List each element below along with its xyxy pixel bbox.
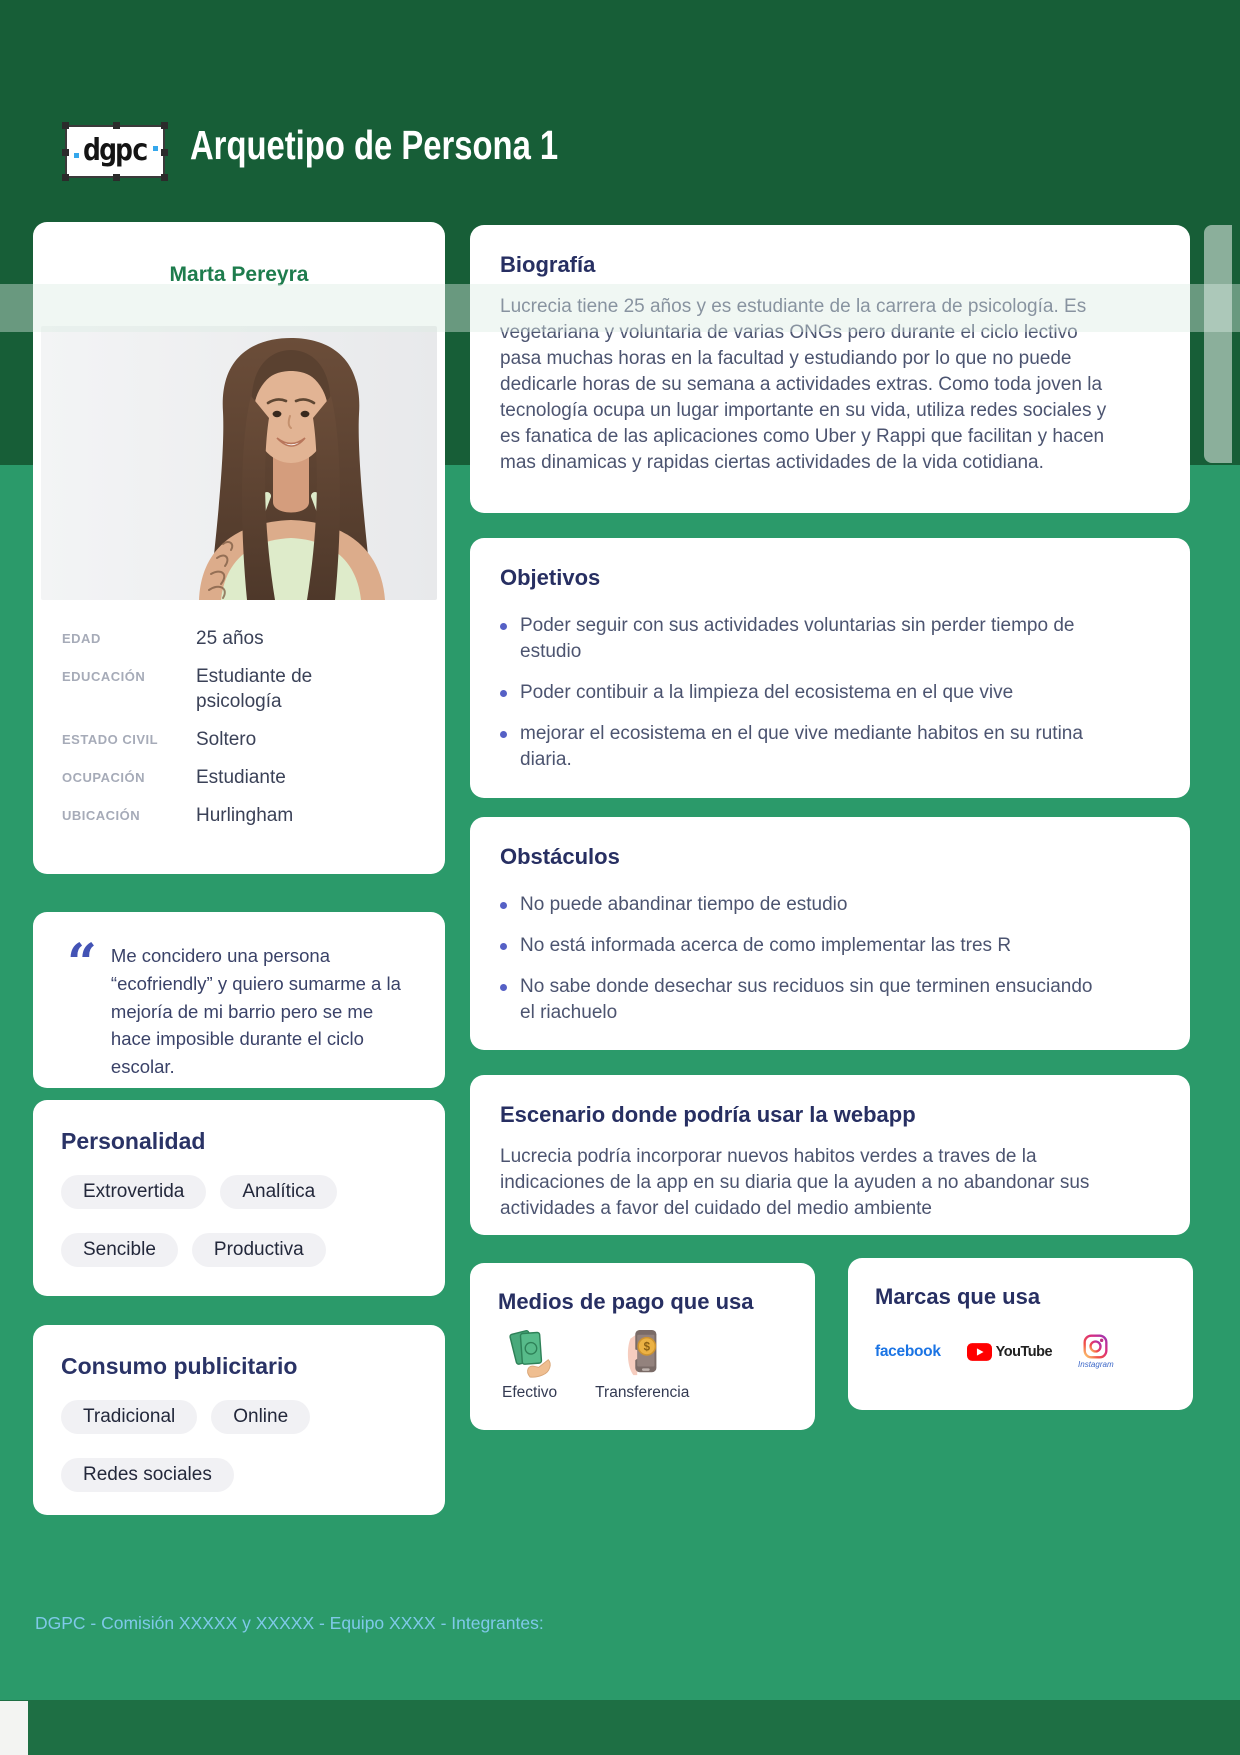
- field-label: OCUPACIÓN: [62, 770, 145, 786]
- obstacles-card: [470, 817, 1190, 1050]
- field-value: Hurlingham: [196, 805, 294, 827]
- payments-title: Medios de pago que usa: [498, 1289, 754, 1314]
- field-label: UBICACIÓN: [62, 808, 141, 824]
- profile-fields: [62, 626, 421, 828]
- tag-chip: Sencible: [61, 1233, 178, 1267]
- profile-field-educacion: [62, 664, 421, 714]
- obstacles-list: [500, 892, 1160, 1026]
- biography-title: Biografía: [500, 252, 596, 277]
- goals-list: [500, 613, 1160, 773]
- goal-item: mejorar el ecosistema en el que vive mediante habitos en su rutina diaria.: [500, 721, 1160, 773]
- quote-card: [33, 912, 445, 1088]
- selection-handle[interactable]: [113, 122, 120, 129]
- goal-item: Poder seguir con sus actividades voluntarias sin perder tiempo de estudio: [500, 613, 1160, 665]
- field-value: 25 años: [196, 628, 264, 649]
- scenario-card: [470, 1075, 1190, 1235]
- profile-field-ocupacion: [62, 765, 421, 790]
- bullet-icon: [500, 690, 507, 697]
- footer-credits: DGPC - Comisión XXXXX y XXXXX - Equipo XXXX - Integrantes:: [35, 1613, 544, 1633]
- dgpc-logo[interactable]: [65, 125, 165, 178]
- youtube-logo: YouTube: [967, 1343, 1052, 1361]
- persona-name: Marta Pereyra: [103, 250, 375, 300]
- cursor-mark: [153, 146, 158, 151]
- profile-field-estado-civil: [62, 727, 421, 752]
- brands-title: Marcas que usa: [875, 1284, 1041, 1309]
- advertising-tags: [61, 1400, 419, 1492]
- background-bottom-strip: [0, 1700, 1240, 1755]
- profile-field-ubicacion: [62, 803, 421, 828]
- field-value: Estudiante de psicología: [196, 666, 313, 713]
- payment-method-cash: [502, 1327, 557, 1402]
- tag-chip: Online: [211, 1400, 310, 1434]
- quote-text: Me concidero una persona “ecofriendly” y quiero sumarme a la mejoría de mi barrio pero se me hace imposible durante el ciclo escolar.: [110, 945, 401, 1077]
- facebook-logo: facebook: [875, 1342, 941, 1360]
- phone-transfer-icon: [618, 1327, 666, 1379]
- obstacles-title: Obstáculos: [500, 844, 620, 869]
- instagram-camera-icon: [1083, 1334, 1108, 1359]
- field-value: Soltero: [196, 729, 257, 751]
- tag-chip: Extrovertida: [61, 1175, 206, 1209]
- youtube-play-icon: [967, 1343, 992, 1361]
- profile-card: [33, 222, 445, 874]
- personality-card: [33, 1100, 445, 1296]
- field-label: EDUCACIÓN: [62, 669, 146, 685]
- page-title: Arquetipo de Persona 1: [190, 122, 559, 168]
- brands-card: [848, 1258, 1193, 1410]
- instagram-logo: Instagram: [1078, 1334, 1114, 1369]
- selection-handle[interactable]: [161, 174, 168, 181]
- cursor-mark: [74, 153, 79, 158]
- goals-card: [470, 538, 1190, 798]
- bullet-icon: [500, 731, 507, 738]
- payment-methods: [498, 1327, 787, 1402]
- selection-handle[interactable]: [161, 122, 168, 129]
- obstacle-item: No sabe donde desechar sus reciduos sin que terminen ensuciando el riachuelo: [500, 974, 1160, 1026]
- bullet-icon: [500, 902, 507, 909]
- obstacle-item: No puede abandinar tiempo de estudio: [500, 892, 1160, 918]
- persona-photo: [41, 326, 437, 600]
- field-value: Estudiante: [196, 767, 286, 789]
- payment-label: Transferencia: [595, 1384, 690, 1401]
- field-label: ESTADO CIVIL: [62, 732, 159, 748]
- biography-card: [470, 225, 1190, 513]
- tag-chip: Analítica: [220, 1175, 337, 1209]
- bullet-icon: [500, 984, 507, 991]
- dgpc-logo-text: dgpc: [82, 133, 148, 168]
- obstacle-item: No está informada acerca de como implementar las tres R: [500, 933, 1160, 959]
- bullet-icon: [500, 623, 507, 630]
- field-label: EDAD: [62, 631, 101, 646]
- tag-chip: Tradicional: [61, 1400, 197, 1434]
- selection-handle[interactable]: [62, 174, 69, 181]
- scenario-title: Escenario donde podría usar la webapp: [500, 1102, 916, 1127]
- selection-handle[interactable]: [62, 122, 69, 129]
- goal-item: Poder contibuir a la limpieza del ecosistema en el que vive: [500, 680, 1160, 706]
- cash-icon: [506, 1327, 554, 1379]
- scenario-text: Lucrecia podría incorporar nuevos habitos verdes a traves de la indicaciones de la app en su diaria que la ayuden a no abandonar sus actividades a favor del cuidado del medio ambiente: [500, 1146, 1090, 1219]
- tag-chip: Redes sociales: [61, 1458, 234, 1492]
- tag-chip: Productiva: [192, 1233, 326, 1267]
- advertising-title: Consumo publicitario: [61, 1353, 298, 1379]
- svg-text:$: $: [643, 1341, 651, 1354]
- payments-card: [470, 1263, 815, 1430]
- advertising-card: [33, 1325, 445, 1515]
- selection-handle[interactable]: [113, 174, 120, 181]
- selection-handle[interactable]: [161, 149, 168, 156]
- biography-text: Lucrecia tiene 25 años y es estudiante de la carrera de psicología. Es vegetariana y voluntaria de varias ONGs pero durante el ciclo lectivo pasa muchas horas en la facultad y estudiando por lo que no puede dedicarle horas de su semana a actividades extras. Como toda joven la tecnología ocupa un lugar importante en su vida, utiliza redes sociales y es fanatica de las aplicaciones como Uber y Rappi que facilitan y hacen mas dinamicas y rapidas ciertas actividades de la vida cotidiana.: [500, 296, 1107, 473]
- selection-handle[interactable]: [62, 149, 69, 156]
- background-corner: [0, 1701, 28, 1755]
- personality-tags: [61, 1175, 419, 1267]
- goals-title: Objetivos: [500, 565, 601, 590]
- personality-title: Personalidad: [61, 1128, 206, 1154]
- quote-icon: “: [67, 933, 97, 994]
- profile-field-edad: [62, 626, 421, 651]
- payment-method-transfer: [595, 1327, 689, 1402]
- bullet-icon: [500, 943, 507, 950]
- payment-label: Efectivo: [502, 1384, 558, 1401]
- brand-logos: [875, 1334, 1166, 1369]
- background-side-card: [1204, 225, 1232, 463]
- woman-portrait-illustration: [41, 326, 437, 600]
